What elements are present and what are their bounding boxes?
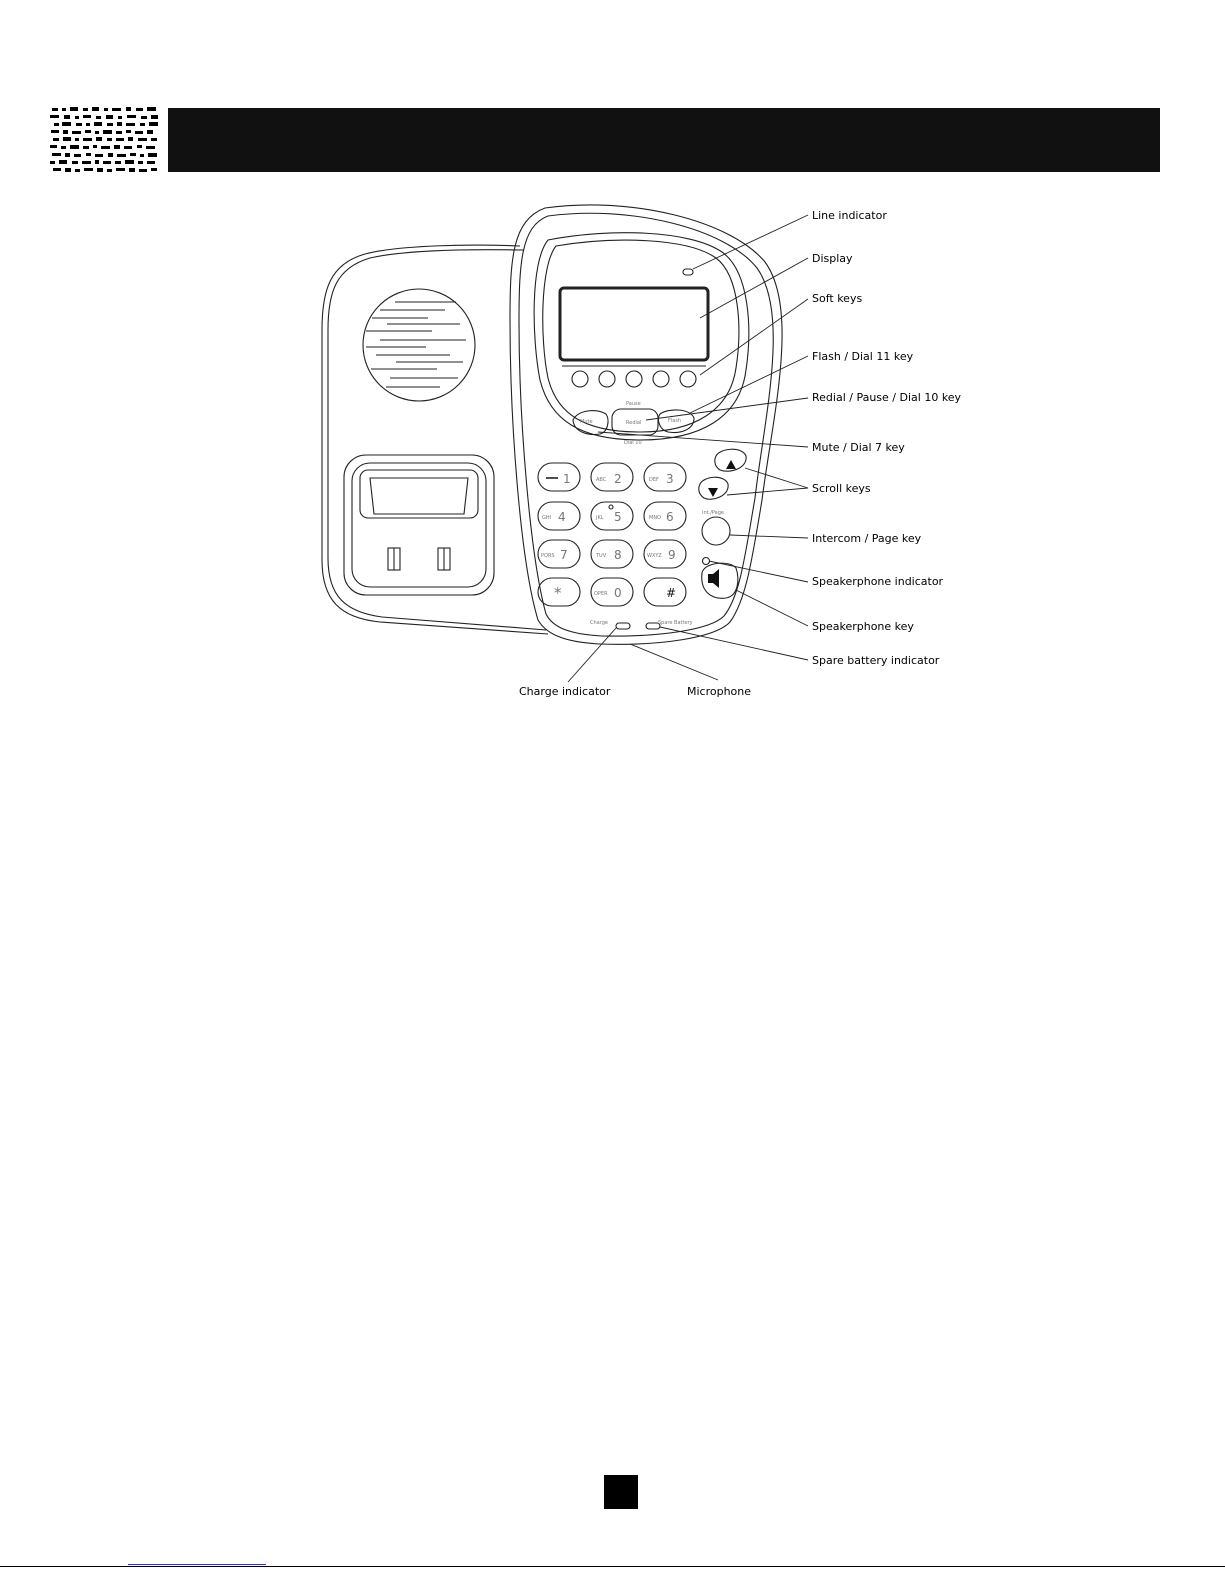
- key-digit: 3: [666, 472, 674, 486]
- key-letters: ABC: [596, 477, 607, 483]
- key-digit: 5: [614, 510, 622, 524]
- key-letters: WXYZ: [647, 553, 662, 559]
- line-indicator-led: [683, 269, 693, 275]
- callout-intercom: Intercom / Page key: [812, 532, 922, 545]
- spare-battery-led-label: Spare Battery: [658, 620, 693, 626]
- key-letters: GHI: [542, 515, 552, 521]
- callout-mute: Mute / Dial 7 key: [812, 441, 905, 454]
- speakerphone-key: [702, 563, 738, 598]
- intercom-page-key: [702, 517, 730, 545]
- callout-redial: Redial / Pause / Dial 10 key: [812, 391, 962, 404]
- key-letters: JKL: [596, 515, 604, 521]
- key-letters: MNO: [649, 515, 661, 521]
- dial10-label: Dial 10: [624, 440, 642, 446]
- key-digit: 1: [563, 472, 571, 486]
- soft-key: [572, 371, 588, 387]
- key-digit: 7: [560, 548, 568, 562]
- redial-key-label: Redial: [626, 420, 642, 426]
- key-digit: 9: [668, 548, 676, 562]
- callout-scroll: Scroll keys: [812, 482, 871, 495]
- key-letters: OPER: [594, 591, 608, 597]
- callout-microphone: Microphone: [687, 685, 752, 698]
- soft-key: [680, 371, 696, 387]
- callout-line-indicator: Line indicator: [812, 209, 887, 222]
- footer-rule: [0, 1566, 1225, 1567]
- callout-speakerphone-indicator: Speakerphone indicator: [812, 575, 944, 588]
- display-screen: [560, 288, 708, 360]
- callout-charge: Charge indicator: [519, 685, 611, 698]
- key-digit: 2: [614, 472, 622, 486]
- key-digit: 8: [614, 548, 622, 562]
- charge-indicator-led: [616, 623, 630, 629]
- callout-speakerphone-key: Speakerphone key: [812, 620, 914, 633]
- footer-link-underline: [128, 1564, 266, 1565]
- key-digit: 4: [558, 510, 566, 524]
- callout-spare-battery: Spare battery indicator: [812, 654, 940, 667]
- callout-flash: Flash / Dial 11 key: [812, 350, 914, 363]
- int-page-label: Int./Page: [702, 510, 724, 516]
- key-letters: TUV: [596, 553, 607, 559]
- soft-key: [599, 371, 615, 387]
- soft-key: [626, 371, 642, 387]
- key-letters: DEF: [649, 477, 659, 483]
- pause-label: Pause: [626, 401, 641, 407]
- speaker-grille: [363, 289, 475, 401]
- soft-key: [653, 371, 669, 387]
- callout-display: Display: [812, 252, 853, 265]
- callout-soft-keys: Soft keys: [812, 292, 863, 305]
- mute-key-label: Mute: [580, 419, 593, 425]
- key-letters: PQRS: [541, 553, 555, 559]
- flash-key-label: Flash: [668, 418, 682, 424]
- key-digit: 6: [666, 510, 674, 524]
- key-digit: *: [554, 584, 562, 602]
- page-number-block: [604, 1475, 638, 1509]
- handset-cradle: [344, 455, 494, 595]
- key-digit: #: [666, 586, 677, 600]
- key-digit: 0: [614, 586, 622, 600]
- speakerphone-indicator-led: [703, 558, 710, 565]
- charge-led-label: Charge: [590, 620, 608, 626]
